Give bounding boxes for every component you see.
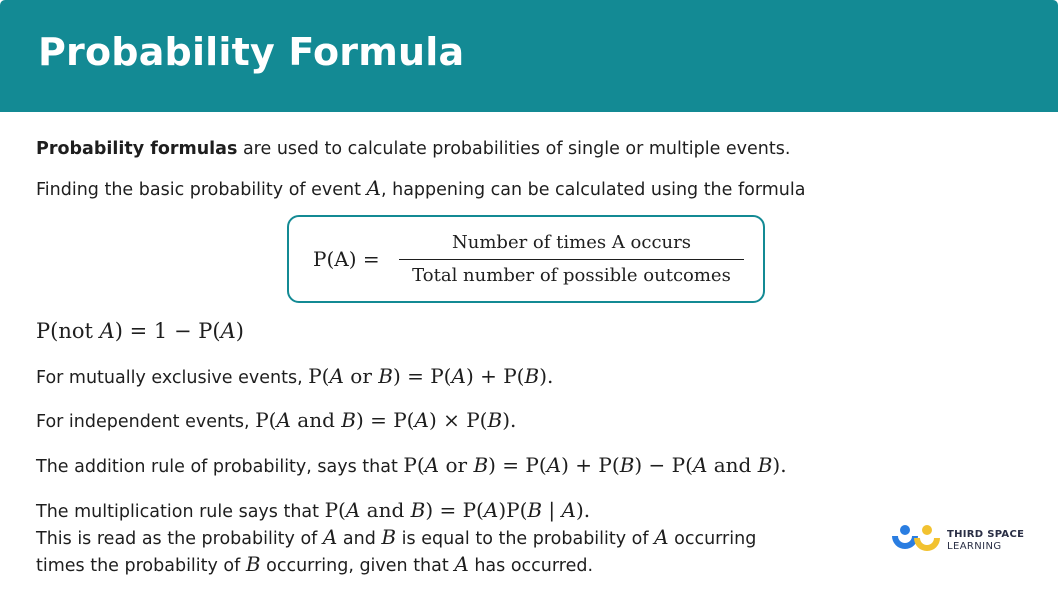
var-b: B: [410, 498, 426, 522]
page-title: Probability Formula: [38, 30, 465, 74]
var-a: A: [561, 498, 576, 522]
third-space-learning-logo: [889, 524, 1024, 556]
var-b: B: [487, 408, 503, 432]
addition-rule-eq: [403, 453, 786, 477]
eq-part: )P(: [498, 498, 528, 522]
var-b: B: [473, 453, 489, 477]
eq-part: and: [290, 408, 342, 432]
eq-part: ) − P(: [634, 453, 693, 477]
addition-rule-label: The addition rule of probability, says that: [36, 457, 404, 477]
multiplication-rule-eq: [325, 498, 591, 522]
eq-part: P(: [324, 498, 346, 522]
intro-bold: Probability formulas: [36, 139, 238, 159]
eq-part: ) = P(: [392, 364, 452, 388]
var-b: B: [527, 498, 543, 522]
eq-part: and: [360, 498, 411, 522]
mutually-exclusive-label: For mutually exclusive events,: [36, 368, 309, 388]
mutually-exclusive-text: [36, 363, 553, 391]
var-a: A: [654, 525, 669, 549]
addition-rule-text: [36, 452, 787, 480]
basic-pre: Finding the basic probability of event: [36, 180, 367, 200]
eq-part: and: [707, 453, 758, 477]
basic-probability-text: [36, 175, 805, 203]
var-a: A: [483, 498, 499, 522]
eq-part: P(: [308, 364, 330, 388]
multiplication-explanation-line1: [36, 524, 756, 552]
eq-part: ).: [575, 498, 591, 522]
eq-part: |: [542, 498, 562, 522]
var-a: A: [414, 408, 429, 432]
formula-fraction: [399, 229, 744, 290]
var-a: A: [345, 498, 361, 522]
independent-text: [36, 407, 516, 435]
explanation-text: occurring, given that: [260, 556, 455, 576]
explanation-text: This is read as the probability of: [36, 529, 323, 549]
independent-label: For independent events,: [36, 412, 256, 432]
logo-text-line2: LEARNING: [947, 541, 1002, 552]
var-a: A: [99, 319, 115, 343]
formula-numerator: Number of times A occurs: [452, 232, 691, 253]
explanation-text: occurring: [668, 529, 757, 549]
eq-part: P(: [255, 408, 277, 432]
intro-rest: are used to calculate probabilities of single or multiple events.: [237, 139, 791, 159]
var-a: A: [220, 319, 236, 343]
logo-text-line1: THIRD SPACE: [947, 529, 1025, 540]
eq-part: ) + P(: [465, 364, 525, 388]
var-b: B: [381, 525, 397, 549]
formula-lhs: P(A) =: [313, 247, 380, 271]
intro-text: [36, 136, 790, 162]
var-a: A: [451, 364, 466, 388]
var-a: A: [329, 364, 344, 388]
var-a: A: [366, 176, 381, 200]
formula-denominator: Total number of possible outcomes: [412, 265, 731, 286]
eq-part: ) × P(: [428, 408, 488, 432]
explanation-text: and: [337, 529, 382, 549]
complement-close: ): [235, 319, 244, 343]
var-a: A: [424, 453, 440, 477]
eq-part: ) = P(: [425, 498, 484, 522]
var-b: B: [524, 364, 540, 388]
var-a: A: [546, 453, 562, 477]
eq-part: ).: [539, 364, 554, 388]
basic-post: , happening can be calculated using the formula: [380, 180, 806, 200]
eq-part: ) + P(: [561, 453, 620, 477]
complement-formula: [36, 318, 244, 344]
eq-part: ).: [502, 408, 517, 432]
var-a: A: [322, 525, 338, 549]
header-banner: [0, 0, 1058, 112]
var-b: B: [757, 453, 773, 477]
multiplication-rule-text: [36, 497, 590, 525]
var-b: B: [378, 364, 393, 388]
eq-part: P(: [403, 453, 425, 477]
multiplication-rule-label: The multiplication rule says that: [36, 502, 325, 522]
complement-p-not: P(not: [36, 319, 100, 343]
eq-part: or: [439, 453, 474, 477]
complement-rest: ) = 1 − P(: [114, 319, 221, 343]
var-a: A: [454, 552, 469, 576]
var-b: B: [619, 453, 635, 477]
multiplication-explanation-line2: [36, 551, 593, 579]
independent-eq: [255, 408, 516, 432]
eq-part: ).: [772, 453, 787, 477]
formula-box: [287, 215, 765, 303]
var-a: A: [276, 408, 291, 432]
eq-part: ) = P(: [355, 408, 415, 432]
var-b: B: [341, 408, 356, 432]
var-a: A: [692, 453, 708, 477]
third-space-logo-icon: [889, 524, 945, 556]
eq-part: or: [343, 364, 379, 388]
eq-part: ) = P(: [488, 453, 547, 477]
explanation-text: is equal to the probability of: [396, 529, 655, 549]
explanation-text: times the probability of: [36, 556, 246, 576]
explanation-text: has occurred.: [468, 556, 594, 576]
var-b: B: [245, 552, 261, 576]
mutually-exclusive-eq: [308, 364, 553, 388]
